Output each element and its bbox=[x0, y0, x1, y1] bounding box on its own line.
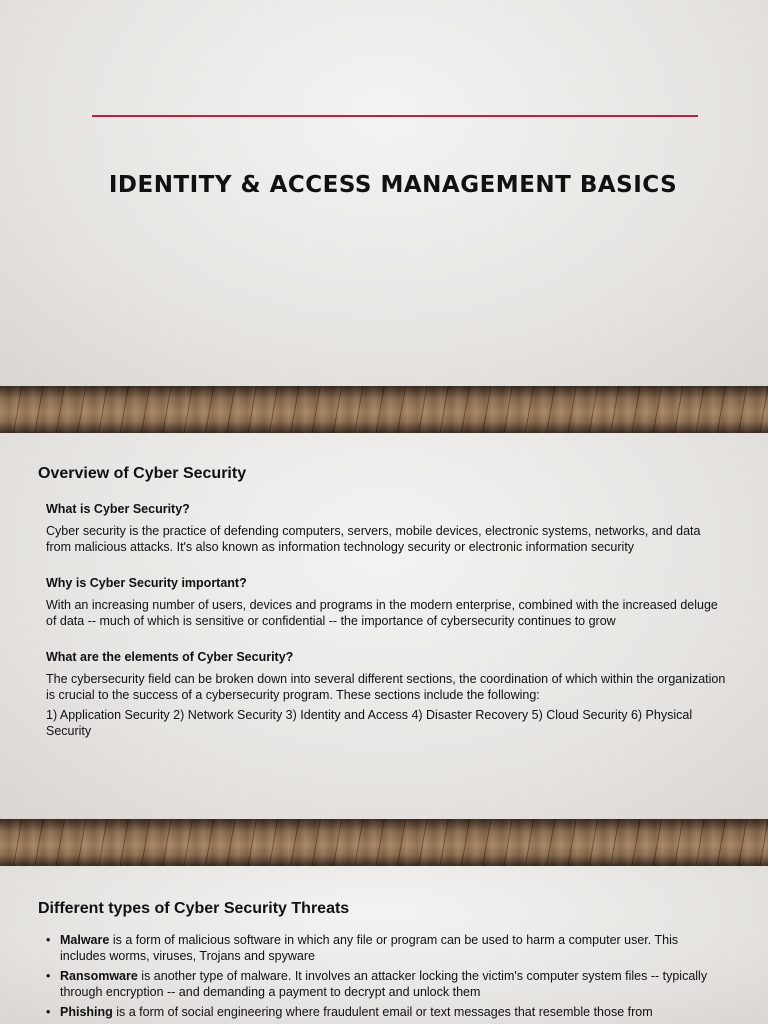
question-heading: What is Cyber Security? bbox=[46, 502, 190, 516]
question-heading: What are the elements of Cyber Security? bbox=[46, 650, 294, 664]
slide-heading: Overview of Cyber Security bbox=[38, 465, 247, 482]
elements-list-paragraph: 1) Application Security 2) Network Security 3) Identity and Access 4) Disaster Recovery 5) Cloud Security 6) Physical Security bbox=[46, 708, 693, 738]
answer-paragraph: The cybersecurity field can be broken down into several different sections, the coordination of which within the organization is crucial to the success of a cybersecurity program. These sections include the following: bbox=[46, 672, 726, 702]
overview-slide bbox=[0, 433, 768, 819]
question-heading: Why is Cyber Security important? bbox=[46, 576, 247, 590]
accent-divider bbox=[92, 115, 698, 117]
slide-heading: Different types of Cyber Security Threats bbox=[38, 900, 350, 917]
slide-title: IDENTITY & ACCESS MANAGEMENT BASICS bbox=[108, 172, 678, 198]
wood-floor-divider bbox=[0, 386, 768, 433]
answer-paragraph: With an increasing number of users, devices and programs in the modern enterprise, combined with the increased deluge of data -- much of which is sensitive or confidential -- the importance of cybersecurity continues to grow bbox=[46, 598, 718, 628]
threat-description: is a form of social engineering where fraudulent email or text messages that resemble those from bbox=[112, 1005, 653, 1019]
list-item bbox=[46, 932, 726, 964]
threats-slide bbox=[0, 866, 768, 1024]
threat-term: Malware bbox=[60, 933, 110, 947]
wood-floor-divider bbox=[0, 819, 768, 866]
threat-term: Phishing bbox=[60, 1005, 113, 1019]
threat-description: is another type of malware. It involves an attacker locking the victim's computer system files -- typically through encryption -- and demanding a payment to decrypt and unlock them bbox=[60, 969, 708, 999]
answer-paragraph: Cyber security is the practice of defending computers, servers, mobile devices, electronic systems, networks, and data from malicious attacks. It's also known as information technology security or electronic information security bbox=[46, 524, 701, 554]
list-item bbox=[46, 1004, 726, 1020]
threat-term: Ransomware bbox=[60, 969, 138, 983]
list-item bbox=[46, 968, 726, 1000]
threats-list bbox=[46, 932, 726, 1024]
overview-content bbox=[46, 501, 726, 739]
threat-description: is a form of malicious software in which any file or program can be used to harm a computer user. This includes worms, viruses, Trojans and spyware bbox=[60, 933, 679, 963]
title-slide bbox=[0, 0, 768, 386]
